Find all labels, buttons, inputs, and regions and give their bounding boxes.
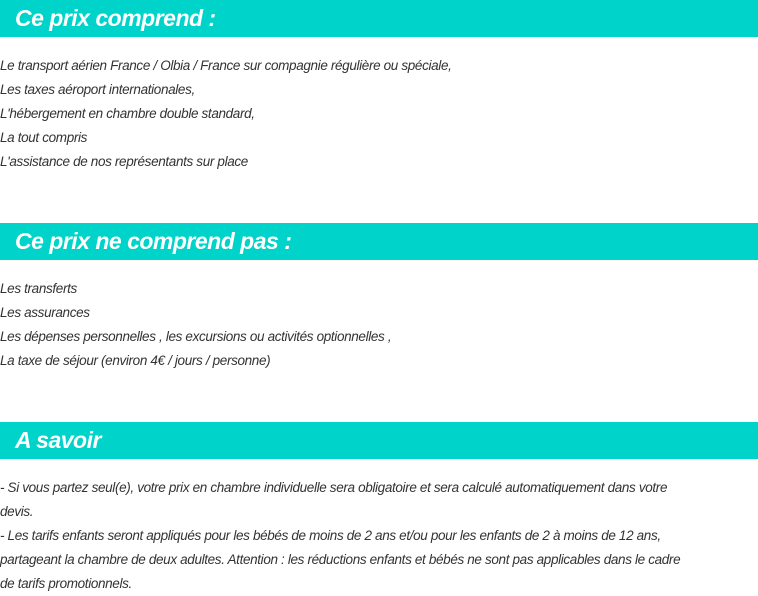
list-item: La tout compris <box>0 130 88 145</box>
section-header-includes <box>0 0 758 37</box>
list-item: Le transport aérien France / Olbia / France sur compagnie régulière ou spéciale, <box>0 58 452 73</box>
section-header-excludes <box>0 223 758 260</box>
list-item: Les transferts <box>0 281 77 296</box>
text-line: - Les tarifs enfants seront appliqués pour les bébés de moins de 2 ans et/ou pour les enfants de 2 à moins de 12 ans, <box>0 528 661 543</box>
info-text <box>0 476 758 596</box>
section-title: A savoir <box>15 427 101 453</box>
section-title: Ce prix ne comprend pas : <box>15 228 292 254</box>
text-line: partageant la chambre de deux adultes. Attention : les réductions enfants et bébés ne sont pas applicables dans le cadre <box>0 552 681 567</box>
list-item: L'assistance de nos représentants sur place <box>0 154 248 169</box>
section-title: Ce prix comprend : <box>15 5 216 31</box>
list-item: Les taxes aéroport internationales, <box>0 82 195 97</box>
section-header-info <box>0 422 758 459</box>
text-line: devis. <box>0 504 34 519</box>
list-item: Les dépenses personnelles , les excursions ou activités optionnelles , <box>0 329 392 344</box>
excludes-list <box>0 277 758 373</box>
list-item: Les assurances <box>0 305 90 320</box>
text-line: de tarifs promotionnels. <box>0 576 132 591</box>
text-line: - Si vous partez seul(e), votre prix en chambre individuelle sera obligatoire et sera calculé automatiquement dans votre <box>0 480 668 495</box>
list-item: La taxe de séjour (environ 4€ / jours / personne) <box>0 353 271 368</box>
list-item: L'hébergement en chambre double standard, <box>0 106 255 121</box>
includes-list <box>0 54 758 174</box>
